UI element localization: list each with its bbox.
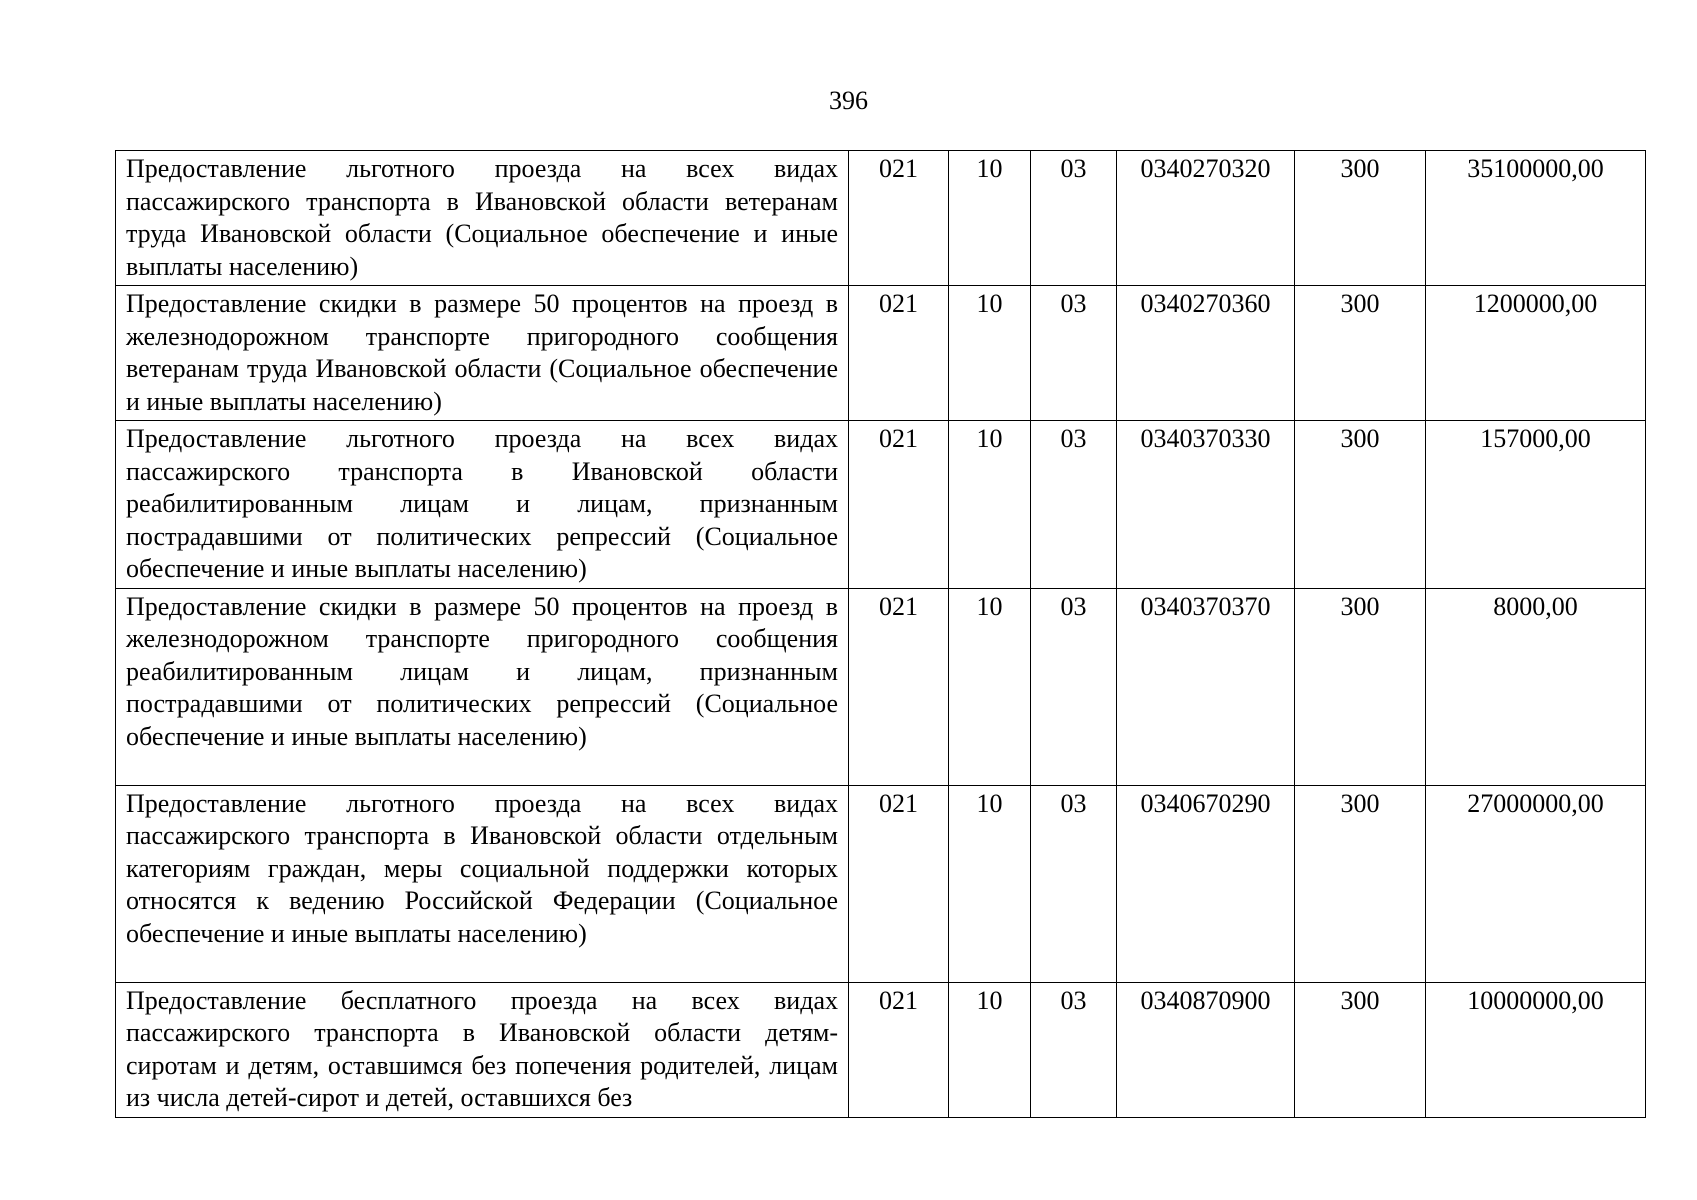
table-row bbox=[116, 982, 1646, 1117]
row-amount: 157000,00 bbox=[1426, 421, 1646, 589]
table-row bbox=[116, 421, 1646, 589]
row-target-article: 0340670290 bbox=[1117, 785, 1295, 982]
row-amount: 35100000,00 bbox=[1426, 151, 1646, 286]
row-section-code: 10 bbox=[949, 785, 1031, 982]
row-ministry-code: 021 bbox=[849, 785, 949, 982]
row-description: Предоставление скидки в размере 50 процентов на проезд в железнодорожном транспорте пригородного сообщения ветеранам труда Ивановской области (Социальное обеспечение и иные выплаты населению) bbox=[116, 286, 849, 421]
page-number: 396 bbox=[829, 86, 868, 115]
row-section-code: 10 bbox=[949, 151, 1031, 286]
row-expense-type: 300 bbox=[1295, 785, 1426, 982]
row-description: Предоставление льготного проезда на всех видах пассажирского транспорта в Ивановской области отдельным категориям граждан, меры социальной поддержки которых относятся к ведению Российской Федерации (Социальное обеспечение и иные выплаты населению) bbox=[116, 785, 849, 982]
row-target-article: 0340270320 bbox=[1117, 151, 1295, 286]
row-section-code: 10 bbox=[949, 982, 1031, 1117]
row-expense-type: 300 bbox=[1295, 421, 1426, 589]
row-ministry-code: 021 bbox=[849, 286, 949, 421]
row-expense-type: 300 bbox=[1295, 286, 1426, 421]
row-target-article: 0340870900 bbox=[1117, 982, 1295, 1117]
row-target-article: 0340270360 bbox=[1117, 286, 1295, 421]
row-expense-type: 300 bbox=[1295, 982, 1426, 1117]
table-row bbox=[116, 785, 1646, 982]
row-amount: 8000,00 bbox=[1426, 588, 1646, 785]
row-amount: 27000000,00 bbox=[1426, 785, 1646, 982]
table-row bbox=[116, 588, 1646, 785]
row-ministry-code: 021 bbox=[849, 421, 949, 589]
row-section-code: 10 bbox=[949, 421, 1031, 589]
row-ministry-code: 021 bbox=[849, 588, 949, 785]
table-row bbox=[116, 151, 1646, 286]
row-target-article: 0340370330 bbox=[1117, 421, 1295, 589]
row-subsection-code: 03 bbox=[1031, 421, 1117, 589]
row-subsection-code: 03 bbox=[1031, 982, 1117, 1117]
row-subsection-code: 03 bbox=[1031, 785, 1117, 982]
row-description: Предоставление скидки в размере 50 процентов на проезд в железнодорожном транспорте пригородного сообщения реабилитированным лицам и лицам, признанным пострадавшими от политических репрессий (Социальное обеспечение и иные выплаты населению) bbox=[116, 588, 849, 785]
row-ministry-code: 021 bbox=[849, 151, 949, 286]
row-subsection-code: 03 bbox=[1031, 286, 1117, 421]
row-description: Предоставление льготного проезда на всех видах пассажирского транспорта в Ивановской области реабилитированным лицам и лицам, признанным пострадавшими от политических репрессий (Социальное обеспечение и иные выплаты населению) bbox=[116, 421, 849, 589]
row-ministry-code: 021 bbox=[849, 982, 949, 1117]
row-description: Предоставление льготного проезда на всех видах пассажирского транспорта в Ивановской области ветеранам труда Ивановской области (Социальное обеспечение и иные выплаты населению) bbox=[116, 151, 849, 286]
row-amount: 10000000,00 bbox=[1426, 982, 1646, 1117]
budget-table bbox=[115, 150, 1646, 1118]
row-section-code: 10 bbox=[949, 588, 1031, 785]
table-row bbox=[116, 286, 1646, 421]
row-section-code: 10 bbox=[949, 286, 1031, 421]
row-target-article: 0340370370 bbox=[1117, 588, 1295, 785]
row-subsection-code: 03 bbox=[1031, 151, 1117, 286]
row-description: Предоставление бесплатного проезда на всех видах пассажирского транспорта в Ивановской области детям-сиротам и детям, оставшимся без попечения родителей, лицам из числа детей-сирот и детей, оставшихся без bbox=[116, 982, 849, 1117]
row-amount: 1200000,00 bbox=[1426, 286, 1646, 421]
row-subsection-code: 03 bbox=[1031, 588, 1117, 785]
row-expense-type: 300 bbox=[1295, 151, 1426, 286]
row-expense-type: 300 bbox=[1295, 588, 1426, 785]
